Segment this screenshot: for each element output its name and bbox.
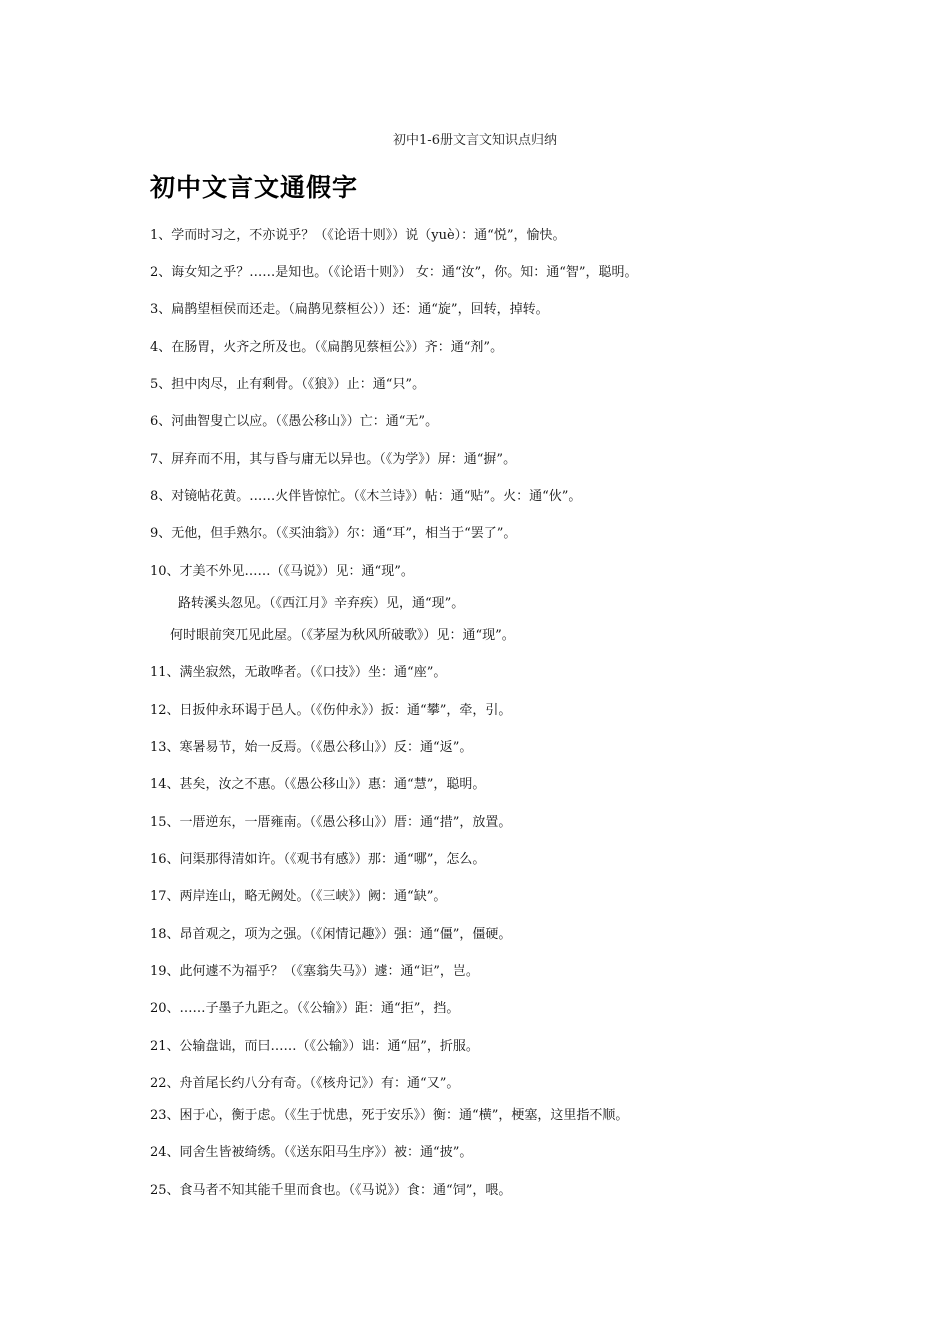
entry-19: 19、此何遽不为福乎？（《塞翁失马》）遽：通“讵”，岂。 (150, 964, 479, 979)
entry-23: 23、困于心，衡于虑。（《生于忧患，死于安乐》）衡：通“横”，梗塞，这里指不顺。 (150, 1108, 629, 1123)
entry-14: 14、甚矣，汝之不惠。（《愚公移山》）惠：通“慧”，聪明。 (150, 777, 486, 792)
entry-2: 2、诲女知之乎？……是知也。（《论语十则》） 女：通“汝”，你。知：通“智”，聪明。 (150, 265, 638, 280)
entry-9: 9、无他，但手熟尔。（《买油翁》）尔：通“耳”，相当于“罢了”。 (150, 526, 517, 541)
entry-20: 20、……子墨子九距之。（《公输》）距：通“拒”，挡。 (150, 1001, 460, 1016)
entry-17: 17、两岸连山，略无阙处。（《三峡》）阙：通“缺”。 (150, 889, 447, 904)
entry-12: 12、日扳仲永环谒于邑人。（《伤仲永》）扳：通“攀”，牵，引。 (150, 703, 512, 718)
page-header: 初中1-6册文言文知识点归纳 (393, 133, 557, 148)
entry-10-sub-2: 何时眼前突兀见此屋。（《茅屋为秋风所破歌》）见：通“现”。 (170, 628, 515, 643)
entry-11: 11、满坐寂然，无敢哗者。（《口技》）坐：通“座”。 (150, 665, 447, 680)
entry-8: 8、对镜帖花黄。……火伴皆惊忙。（《木兰诗》）帖：通“贴”。火：通“伙”。 (150, 489, 582, 504)
entry-21: 21、公输盘诎，而曰……（《公输》）诎：通“屈”，折服。 (150, 1039, 479, 1054)
entry-18: 18、昂首观之，项为之强。（《闲情记趣》）强：通“僵”，僵硬。 (150, 927, 512, 942)
entry-22: 22、舟首尾长约八分有奇。（《核舟记》）有：通“又”。 (150, 1076, 460, 1091)
entry-16: 16、问渠那得清如许。（《观书有感》）那：通“哪”，怎么。 (150, 852, 486, 867)
entry-1: 1、学而时习之，不亦说乎？（《论语十则》）说（yuè）：通“悦”，愉快。 (150, 228, 566, 243)
entry-10-sub-1: 路转溪头忽见。（《西江月》辛弃疾）见，通“现”。 (178, 596, 465, 611)
entry-10: 10、才美不外见……（《马说》）见：通“现”。 (150, 564, 414, 579)
entry-4: 4、在肠胃，火齐之所及也。（《扁鹊见蔡桓公》）齐：通“剂”。 (150, 340, 504, 355)
entry-6: 6、河曲智叟亡以应。（《愚公移山》）亡：通“无”。 (150, 414, 439, 429)
entry-13: 13、寒暑易节，始一反焉。（《愚公移山》）反：通“返”。 (150, 740, 473, 755)
entry-3: 3、扁鹊望桓侯而还走。（扁鹊见蔡桓公））还：通“旋”，回转，掉转。 (150, 302, 549, 317)
document-title: 初中文言文通假字 (150, 173, 359, 202)
entry-7: 7、屏弃而不用，其与昏与庸无以异也。（《为学》）屏：通“摒”。 (150, 452, 517, 467)
entry-24: 24、同舍生皆被绮绣。（《送东阳马生序》）被：通“披”。 (150, 1145, 473, 1160)
entry-15: 15、一厝逆东，一厝雍南。（《愚公移山》）厝：通“措”，放置。 (150, 815, 512, 830)
entry-25: 25、食马者不知其能千里而食也。（《马说》）食：通“饲”，喂。 (150, 1183, 512, 1198)
entry-5: 5、担中肉尽，止有剩骨。（《狼》）止：通“只”。 (150, 377, 426, 392)
